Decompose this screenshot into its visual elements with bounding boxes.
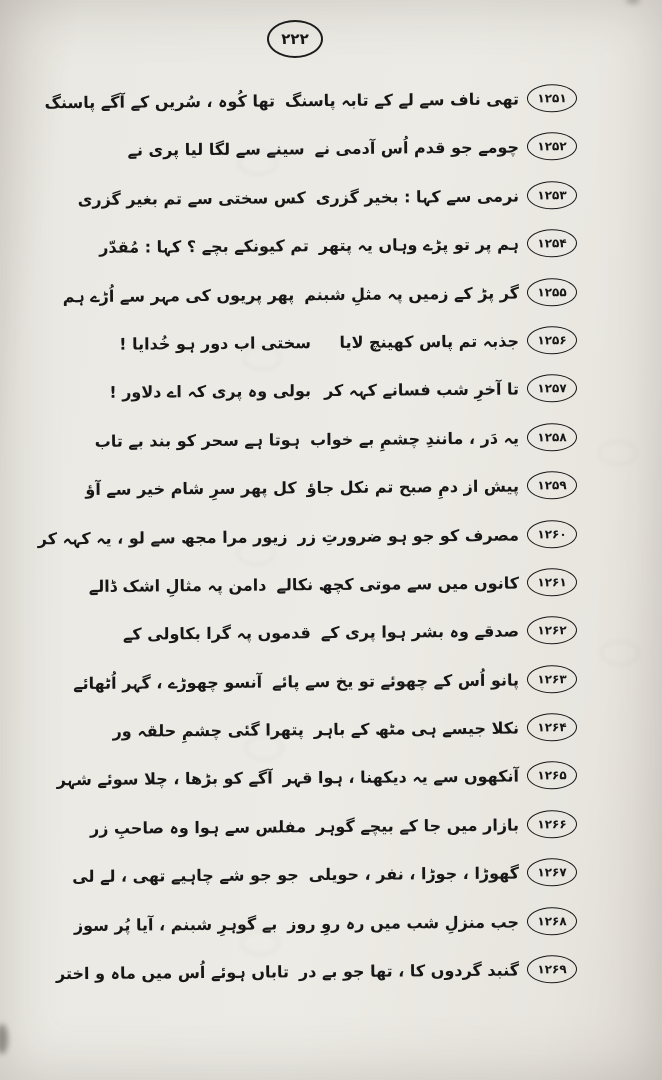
verse-number: ۱۲۵۸ bbox=[537, 430, 567, 445]
second-hemistich: ہوتا ہے سحر کو بند بے تاب bbox=[94, 429, 301, 451]
couplet-row bbox=[0, 944, 662, 998]
verse-number: ۱۲۵۲ bbox=[537, 139, 567, 154]
verse-number: ۱۲۵۷ bbox=[537, 381, 567, 396]
couplet-row bbox=[0, 557, 662, 611]
verse-number: ۱۲۵۹ bbox=[537, 478, 567, 493]
couplet-row bbox=[0, 219, 662, 273]
first-hemistich: ہم پر تو پڑے وہاں یہ پتھر bbox=[318, 234, 520, 255]
verse-number: ۱۲۶۷ bbox=[537, 865, 567, 880]
verse-number-oval bbox=[527, 326, 577, 354]
verse-number-oval bbox=[527, 133, 577, 161]
page-number: ۲۲۲ bbox=[281, 30, 309, 48]
couplet-row bbox=[0, 751, 662, 805]
couplet-row bbox=[0, 73, 662, 127]
first-hemistich: بازار میں جا کے بیچے گوہر bbox=[315, 815, 520, 836]
verse-number-oval bbox=[527, 471, 577, 499]
verse-number-oval bbox=[527, 907, 577, 935]
first-hemistich: نرمی سے کہا : بخیر گزری bbox=[315, 185, 520, 207]
first-hemistich: صدقے وہ بشر ہوا پری کے bbox=[320, 621, 520, 643]
second-hemistich: تاباں ہوئے اُس میں ماہ و اختر bbox=[55, 962, 290, 983]
verse-number: ۱۲۶۸ bbox=[537, 913, 567, 929]
verse-number: ۱۲۵۳ bbox=[537, 188, 567, 203]
second-hemistich: سینے سے لگا لیا پری نے bbox=[127, 139, 305, 160]
first-hemistich: کانوں میں سے موتی کچھ نکالے bbox=[276, 573, 520, 595]
second-hemistich: دامن پہ مثالِ اشک ڈالے bbox=[88, 575, 267, 596]
couplet-row bbox=[0, 315, 662, 369]
second-hemistich: تھا کُوہ ، سُریں کے آگے پاسنگ bbox=[44, 91, 276, 112]
verse-number-oval bbox=[527, 375, 577, 403]
couplet-row bbox=[0, 461, 662, 515]
first-hemistich: گنبد گردوں کا ، تھا جو بے در bbox=[298, 960, 520, 981]
couplet-row bbox=[0, 509, 662, 563]
verse-number: ۱۲۶۶ bbox=[537, 817, 567, 832]
verse-number: ۱۲۵۵ bbox=[537, 284, 567, 300]
couplet-row bbox=[0, 412, 662, 466]
first-hemistich: گر پڑ کے زمیں پہ مثلِ شبنم bbox=[304, 282, 520, 304]
second-hemistich: کل پھر سرِ شام خیر سے آؤ bbox=[85, 478, 297, 499]
verse-number: ۱۲۶۹ bbox=[537, 962, 567, 977]
first-hemistich: پیش از دمِ صبح تم نکل جاؤ bbox=[306, 476, 520, 498]
second-hemistich: پھر پریوں کی مہر سے اُڑے ہم bbox=[62, 284, 295, 306]
scan-smudge bbox=[0, 1024, 8, 1054]
verse-number-oval bbox=[527, 181, 577, 209]
scan-smudge bbox=[626, 0, 640, 4]
verse-number: ۱۲۶۵ bbox=[537, 768, 567, 784]
second-hemistich: بولی وہ پری کہ اے دلاور ! bbox=[109, 381, 312, 402]
verse-number-oval bbox=[527, 520, 577, 548]
verse-number: ۱۲۵۱ bbox=[537, 91, 567, 106]
second-hemistich: پتھرا گئی چشمِ حلقہ ور bbox=[112, 719, 304, 741]
second-hemistich: آنسو چھوڑے ، گہر اُٹھائے bbox=[73, 671, 263, 693]
second-hemistich: آگے کو بڑھا ، چلا سوئے شہر bbox=[56, 768, 273, 790]
first-hemistich: جذبہ تم پاس کھینچ لایا bbox=[339, 331, 520, 352]
first-hemistich: آنکھوں سے یہ دیکھنا ، ہوا قہر bbox=[282, 766, 520, 788]
first-hemistich: پانو اُس کے چھوئے تو یخ سے پائے bbox=[272, 669, 520, 691]
second-hemistich: بے گوہرِ شبنم ، آیا پُر سوز bbox=[73, 913, 278, 935]
page-number-oval bbox=[267, 20, 323, 58]
verse-number-oval bbox=[527, 955, 577, 983]
verse-number-oval bbox=[527, 84, 577, 112]
second-hemistich: زیور مرا مجھ سے لو ، یہ کہہ کر bbox=[37, 526, 288, 548]
first-hemistich: چومے جو قدم اُس آدمی نے bbox=[314, 137, 520, 159]
second-hemistich: مفلس سے ہوا وہ صاحبِ زر bbox=[89, 816, 307, 838]
couplet-row bbox=[0, 606, 662, 660]
verse-number-oval bbox=[527, 810, 577, 838]
first-hemistich: نکلا جیسے ہی مٹھ کے باہر bbox=[313, 718, 520, 739]
verse-number: ۱۲۶۱ bbox=[537, 575, 567, 590]
couplet-row bbox=[0, 848, 662, 902]
couplet-row bbox=[0, 702, 662, 756]
verse-number: ۱۲۵۴ bbox=[537, 236, 567, 251]
couplet-row bbox=[0, 267, 662, 321]
second-hemistich: سختی اب دور ہو خُدایا ! bbox=[119, 332, 312, 354]
verse-number-oval bbox=[527, 568, 577, 596]
couplet-list bbox=[0, 76, 662, 995]
verse-number: ۱۲۶۰ bbox=[537, 526, 567, 542]
second-hemistich: کس سختی سے تم بغیر گزری bbox=[77, 187, 306, 209]
verse-number-oval bbox=[527, 762, 577, 790]
verse-number-oval bbox=[527, 859, 577, 887]
couplet-row bbox=[0, 896, 662, 950]
verse-number-oval bbox=[527, 278, 577, 306]
first-hemistich: تا آخرِ شب فسانے کہہ کر bbox=[323, 379, 520, 401]
first-hemistich: یہ دَر ، مانندِ چشمِ بے خواب bbox=[310, 427, 520, 449]
first-hemistich: تھی ناف سے لے کے تابہ پاسنگ bbox=[284, 89, 520, 111]
first-hemistich: جب منزلِ شب میں رہ روِ روز bbox=[287, 911, 520, 933]
verse-number-oval bbox=[527, 713, 577, 741]
verse-number-oval bbox=[527, 229, 577, 257]
second-hemistich: قدموں پہ گرا بکاولی کے bbox=[122, 623, 311, 644]
second-hemistich: تم کیونکے بچے ؟ کہا : مُقدّر bbox=[99, 236, 309, 257]
verse-number: ۱۲۶۲ bbox=[537, 623, 567, 638]
verse-number: ۱۲۵۶ bbox=[537, 333, 567, 348]
verse-number: ۱۲۶۴ bbox=[537, 720, 567, 735]
first-hemistich: گھوڑا ، جوڑا ، نفر ، حویلی bbox=[308, 863, 520, 885]
second-hemistich: جو جو شے چاہیے تھی ، لے لی bbox=[72, 865, 299, 886]
first-hemistich: مصرف کو جو ہو ضرورتِ زر bbox=[297, 524, 520, 546]
couplet-row bbox=[0, 122, 662, 176]
verse-number-oval bbox=[527, 617, 577, 645]
verse-number-oval bbox=[527, 423, 577, 451]
verse-number-oval bbox=[527, 665, 577, 693]
couplet-row bbox=[0, 799, 662, 853]
couplet-row bbox=[0, 364, 662, 418]
verse-number: ۱۲۶۳ bbox=[537, 672, 567, 687]
couplet-row bbox=[0, 170, 662, 224]
couplet-row bbox=[0, 654, 662, 708]
